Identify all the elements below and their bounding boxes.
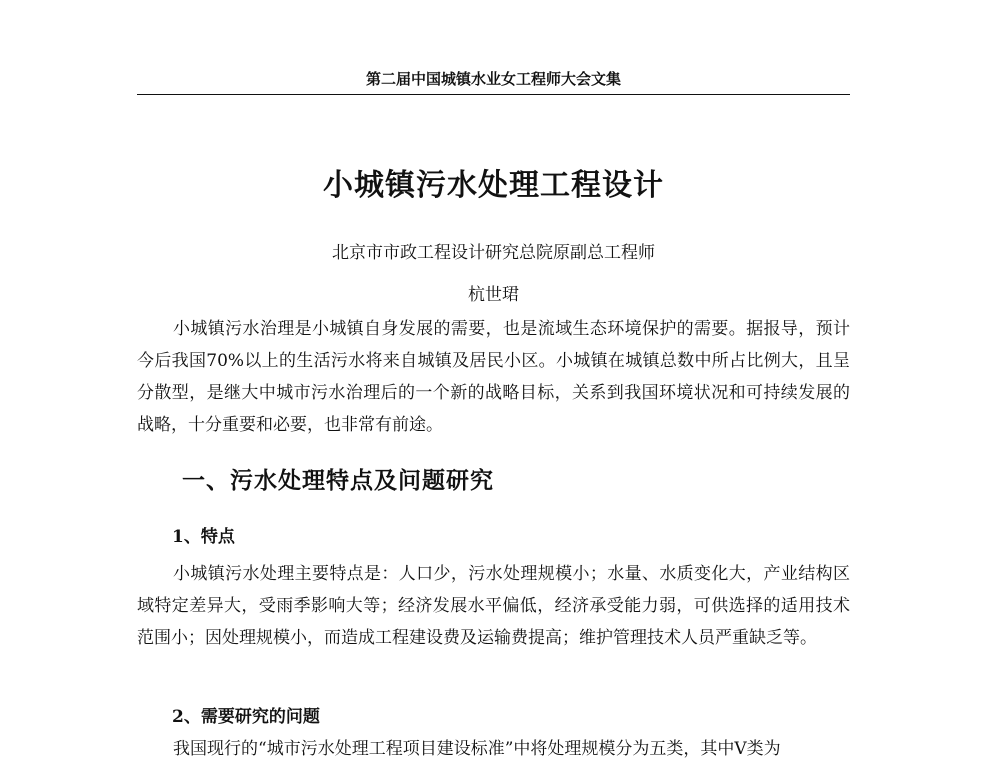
- issues-paragraph: 我国现行的“城市污水处理工程项目建设标准”中将处理规模分为五类，其中V类为: [173, 739, 781, 759]
- section-heading: 一、污水处理特点及问题研究: [182, 467, 494, 494]
- intro-paragraph: 小城镇污水治理是小城镇自身发展的需要，也是流域生态环境保护的需要。据报导，预计今后我国70%以上的生活污水将来自城镇及居民小区。小城镇在城镇总数中所占比例大，且呈分散型，是继大中城市污水治理后的一个新的战略目标，关系到我国环境状况和可持续发展的战略，十分重要和必要，也非常有前途。: [137, 319, 850, 435]
- features-paragraph: 小城镇污水处理主要特点是：人口少，污水处理规模小；水量、水质变化大，产业结构区域特定差异大，受雨季影响大等；经济发展水平偏低，经济承受能力弱，可供选择的适用技术范围小；因处理规模小，而造成工程建设费及运输费提高；维护管理技术人员严重缺乏等。: [137, 564, 850, 648]
- subsection-heading-features: 1、特点: [172, 527, 235, 547]
- author-affiliation: 北京市市政工程设计研究总院原副总工程师: [332, 243, 655, 263]
- author-name: 杭世珺: [468, 285, 519, 305]
- header-rule: [137, 94, 850, 95]
- running-header: 第二届中国城镇水业女工程师大会文集: [365, 70, 621, 88]
- article-title: 小城镇污水处理工程设计: [323, 168, 664, 203]
- subsection-heading-issues: 2、需要研究的问题: [172, 707, 320, 727]
